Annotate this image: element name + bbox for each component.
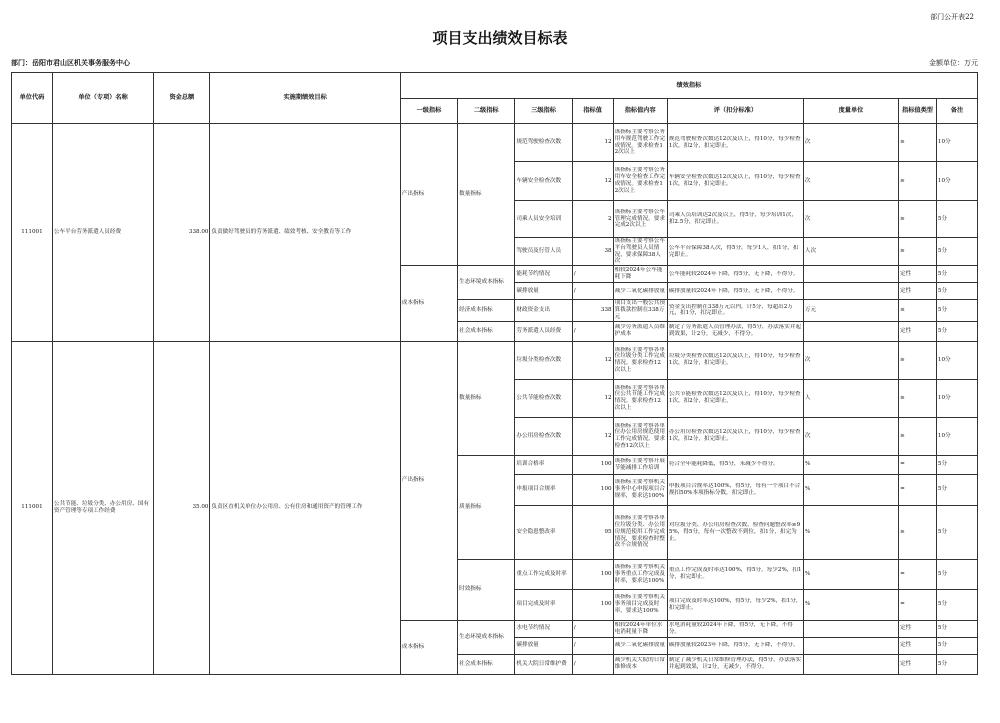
level3-indicator-cell: 碳排放量: [515, 283, 572, 300]
table-number-label: 部门公开表22: [930, 13, 974, 21]
measure-unit-cell: 次: [803, 162, 898, 201]
note-cell: 10分: [936, 341, 977, 379]
indicator-value-cell: /: [572, 637, 613, 654]
value-type-cell: ≤: [899, 300, 937, 321]
scoring-standard-text: 对垃圾分类、办公用房检查次数，检查问题整改率≥95%，得5分，每有一次整改不到位，扣1分，扣完为止。: [668, 521, 801, 542]
scoring-standard-cell: [667, 283, 803, 300]
scoring-standard-cell: [667, 266, 803, 283]
indicator-content-text: 该指标主要考察各单位公共节能工作完成情况。要求检查12次以上: [614, 384, 665, 411]
indicator-value-cell: 12: [572, 417, 613, 455]
scoring-standard-text: 垃圾分类检查次数达12次及以上，得10分，每少检查1次，扣2分，扣完即止。: [668, 353, 801, 367]
scoring-standard-text: 车辆安全检查次数达12次及以上，得10分，每少检查1次，扣2分，扣完即止。: [668, 174, 801, 187]
note-cell: 5分: [936, 300, 977, 321]
note-cell: 5分: [936, 589, 977, 620]
level2-indicator-cell: 生态环境成本指标: [458, 266, 515, 300]
project-name-cell: 公车平台劳务派遣人员经费: [52, 124, 153, 342]
scoring-standard-text: 制定了劳务派遣人员管理办法，得5分，办法落实并起到效果，计2分，无减少，不得分。: [668, 324, 802, 338]
note-cell: 5分: [936, 559, 977, 589]
measure-unit-cell: %: [803, 455, 898, 474]
level3-indicator-cell: 机关大院日常维护费: [515, 654, 572, 674]
unit-code-cell: 111001: [12, 341, 53, 674]
scoring-standard-cell: [667, 341, 803, 379]
indicator-value-cell: 12: [572, 379, 613, 417]
project-name-cell: 公共节能、垃圾分类、办公用房、国有资产管理等专项工作经费: [52, 341, 153, 674]
scoring-standard-cell: [667, 417, 803, 455]
scoring-standard-text: 公车平台保障38人次，得5分，每少1人，扣1分，扣完即止。: [668, 244, 799, 258]
indicator-value-cell: /: [572, 654, 613, 674]
indicator-content-text: 减少劳务派遣人员维护成本: [614, 324, 665, 338]
indicator-value-cell: 12: [572, 162, 613, 201]
scoring-standard-text: 碳排放量较2023年下降，得5分，无下降，不得分。: [668, 642, 799, 649]
department-label: 部门：岳阳市君山区机关事务服务中心: [11, 58, 130, 67]
value-type-cell: =: [899, 455, 937, 474]
level3-indicator-cell: 司乘人员安全培训: [515, 201, 572, 238]
scoring-standard-cell: [667, 455, 803, 474]
value-type-cell: 定性: [899, 620, 937, 637]
indicator-content-cell: [613, 341, 667, 379]
note-cell: 5分: [936, 238, 977, 266]
level1-indicator-cell: 成本指标: [400, 620, 457, 674]
value-type-cell: ≥: [899, 201, 937, 238]
indicator-value-cell: 95: [572, 505, 613, 559]
note-cell: 5分: [936, 474, 977, 505]
indicator-value-cell: 100: [572, 559, 613, 589]
value-type-cell: =: [899, 474, 937, 505]
header-level2: 二级指标: [458, 99, 515, 124]
level3-indicator-cell: 规范驾驶检查次数: [515, 124, 572, 162]
level2-indicator-cell: 社会成本指标: [458, 654, 515, 674]
scoring-standard-cell: [667, 637, 803, 654]
header-unit-code: 单位代码: [12, 73, 53, 124]
level3-indicator-cell: 劳务派遣人员经费: [515, 321, 572, 341]
header-indicators: 绩效指标: [400, 73, 977, 99]
indicator-value-cell: 100: [572, 589, 613, 620]
scoring-standard-cell: [667, 589, 803, 620]
table-body: [12, 124, 978, 675]
scoring-standard-cell: [667, 201, 803, 238]
measure-unit-cell: [803, 266, 898, 283]
indicator-content-text: 该指标主要考察机关事务项目完成及时率，要求达100%: [614, 594, 665, 615]
indicator-content-text: 该指标主要考察开展节能减排工作培训: [614, 457, 665, 471]
measure-unit-cell: %: [803, 589, 898, 620]
scoring-standard-cell: [667, 620, 803, 637]
table-row: [12, 341, 978, 379]
value-type-cell: 定性: [899, 637, 937, 654]
value-type-cell: ≥: [899, 505, 937, 559]
note-cell: 5分: [936, 620, 977, 637]
note-cell: 5分: [936, 321, 977, 341]
indicator-content-text: 相较2024年单位水电消耗量下降: [614, 621, 663, 635]
level3-indicator-cell: 驾驶员及行管人员: [515, 238, 572, 266]
page-title: 项目支出绩效目标表: [432, 29, 568, 47]
scoring-standard-cell: [667, 124, 803, 162]
period-goal-cell: 负责区直机关单位办公用房、公有住房和通用资产的管理工作: [210, 341, 400, 674]
indicator-value-cell: 12: [572, 124, 613, 162]
indicator-content-cell: [613, 266, 667, 283]
unit-code-cell: 111001: [12, 124, 53, 342]
note-cell: 5分: [936, 654, 977, 674]
indicator-content-cell: [613, 201, 667, 238]
indicator-value-cell: 38: [572, 238, 613, 266]
indicator-content-cell: [613, 589, 667, 620]
indicator-content-text: 该指标主要考察公车平台驾驶员人员情况，要求保障38人次: [614, 238, 665, 265]
scoring-standard-cell: [667, 474, 803, 505]
value-type-cell: 定性: [899, 266, 937, 283]
scoring-standard-text: 制定了减少机关日常维修管理办法，得5分，办法落实并起到效果，计2分，无减少，不得分。: [668, 657, 802, 671]
measure-unit-cell: 人次: [803, 238, 898, 266]
scoring-standard-cell: [667, 321, 803, 341]
indicator-content-text: 该指标主要考察公务用车规范驾驶工作完成情况。要求检查12次以上: [614, 128, 665, 156]
indicator-content-text: 该指标主要考察各单位垃圾分类、办公用房规范使用工作完成情况，要求检查时整改不合规情况: [614, 515, 665, 549]
level3-indicator-cell: 重点工作完成及时率: [515, 559, 572, 589]
indicator-value-cell: /: [572, 321, 613, 341]
value-type-cell: ≥: [899, 162, 937, 201]
scoring-standard-cell: [667, 505, 803, 559]
level2-indicator-cell: 社会成本指标: [458, 321, 515, 341]
header-scoring: 评（扣分标准）: [667, 99, 803, 124]
indicator-content-cell: [613, 321, 667, 341]
measure-unit-cell: [803, 283, 898, 300]
indicator-content-text: 项目支出一般公共预算拨款控制在338万元: [614, 300, 665, 320]
note-cell: 5分: [936, 283, 977, 300]
value-type-cell: ≥: [899, 379, 937, 417]
level3-indicator-cell: 能耗节约情况: [515, 266, 572, 283]
value-type-cell: 定性: [899, 283, 937, 300]
measure-unit-cell: [803, 637, 898, 654]
note-cell: 5分: [936, 637, 977, 654]
header-measure-unit: 度量单位: [803, 99, 898, 124]
measure-unit-cell: [803, 620, 898, 637]
value-type-cell: =: [899, 589, 937, 620]
scoring-standard-text: 符合全年能耗降低，得5分，未减少不得分。: [668, 461, 779, 468]
scoring-standard-text: 申报项目合规率达100%，得5分，每有一个项目不合规扣50%本项指标分数，扣完即止。: [668, 482, 801, 496]
level3-indicator-cell: 财政资金支出: [515, 300, 572, 321]
indicator-content-cell: [613, 455, 667, 474]
note-cell: 10分: [936, 379, 977, 417]
scoring-standard-cell: [667, 379, 803, 417]
indicator-content-cell: [613, 283, 667, 300]
indicator-content-text: 相较2024年公车能耗下降: [614, 267, 663, 281]
level2-indicator-cell: 质量指标: [458, 455, 515, 559]
scoring-standard-cell: [667, 238, 803, 266]
indicator-content-cell: [613, 620, 667, 637]
header-value: 指标值: [572, 99, 613, 124]
indicator-content-text: 减少二氧化碳排放量: [614, 287, 665, 294]
scoring-standard-text: 公共节能检查次数达12次及以上，得10分，每少检查1次，扣2分，扣完即止。: [668, 391, 801, 405]
period-goal-cell: 负责做好驾驶员的劳务派遣、绩效考核、安全教育等工作: [210, 124, 400, 342]
measure-unit-cell: %: [803, 474, 898, 505]
level3-indicator-cell: 申报项目合规率: [515, 474, 572, 505]
level3-indicator-cell: 车辆安全检查次数: [515, 162, 572, 201]
indicator-value-cell: 100: [572, 455, 613, 474]
level3-indicator-cell: 水电节约情况: [515, 620, 572, 637]
indicator-content-text: 该指标主要考察机关事务重点工作完成及时率，要求达100%: [614, 563, 665, 584]
measure-unit-cell: 次: [803, 201, 898, 238]
level2-indicator-cell: 数量指标: [458, 341, 515, 455]
indicator-content-cell: [613, 300, 667, 321]
level3-indicator-cell: 安全隐患整改率: [515, 505, 572, 559]
header-level3: 三级指标: [515, 99, 572, 124]
level1-indicator-cell: 成本指标: [400, 266, 457, 341]
indicator-value-cell: 12: [572, 341, 613, 379]
scoring-standard-cell: [667, 654, 803, 674]
level3-indicator-cell: 项目完成及时率: [515, 589, 572, 620]
scoring-standard-text: 公车能耗较2024年下降，得5分，无下降，不得分。: [668, 270, 799, 277]
level3-indicator-cell: 碳排放量: [515, 637, 572, 654]
indicator-content-text: 该指标主要考察公务用车安全检查工作完成情况。要求检查12次以上: [614, 167, 665, 194]
indicator-content-cell: [613, 162, 667, 201]
amount-unit-label: 金额单位：万元: [929, 59, 978, 67]
header-content: 指标值内容: [613, 99, 667, 124]
scoring-standard-text: 资金支出控制在338万元以内，计5分，每超出2万元，扣1分，扣完即止。: [668, 303, 793, 317]
header-value-type: 指标值类型: [899, 99, 937, 124]
value-type-cell: ≥: [899, 417, 937, 455]
indicator-content-cell: [613, 559, 667, 589]
measure-unit-cell: 人: [803, 379, 898, 417]
level2-indicator-cell: 生态环境成本指标: [458, 620, 515, 654]
indicator-value-cell: 338: [572, 300, 613, 321]
measure-unit-cell: 次: [803, 417, 898, 455]
indicator-content-text: 该指标主要考察各单位办公用房规范使用工作完成情况。要求检查12次以上: [614, 422, 665, 449]
value-type-cell: =: [899, 559, 937, 589]
scoring-standard-text: 碳排放量较2024年下降，得5分，无下降，不得分。: [668, 287, 799, 294]
indicator-content-cell: [613, 124, 667, 162]
scoring-standard-text: 办公用房检查次数达12次及以上，得10分，每少检查1次，扣2分，扣完即止。: [668, 429, 801, 443]
indicator-content-cell: [613, 417, 667, 455]
scoring-standard-text: 司乘人员培训达2次及以上，得5分，每少培训1次，扣2.5分，扣完即止。: [668, 212, 797, 225]
indicator-content-text: 减少机关大院的日常维修成本: [614, 657, 665, 671]
header-level1: 一级指标: [400, 99, 457, 124]
value-type-cell: 定性: [899, 654, 937, 674]
note-cell: 10分: [936, 124, 977, 162]
header-project-name: 单位（专项）名称: [52, 73, 153, 124]
value-type-cell: ≥: [899, 124, 937, 162]
value-type-cell: ≥: [899, 238, 937, 266]
header-total-funds: 资金总额: [154, 73, 210, 124]
indicator-content-cell: [613, 474, 667, 505]
total-funds-cell: 338.00: [154, 124, 210, 342]
header-note: 备注: [936, 99, 977, 124]
indicator-content-cell: [613, 637, 667, 654]
measure-unit-cell: 次: [803, 341, 898, 379]
measure-unit-cell: 万元: [803, 300, 898, 321]
indicator-content-cell: [613, 379, 667, 417]
scoring-standard-text: 项目完成及时率达100%，得5分，每少2%，扣1分，扣完即止。: [668, 597, 802, 611]
indicator-value-cell: /: [572, 283, 613, 300]
performance-goal-table: [11, 72, 978, 675]
header-period-goal: 实施期绩效目标: [210, 73, 400, 124]
scoring-standard-text: 水电消耗量较2024年下降，得5分，无下降，不得分。: [668, 621, 793, 635]
scoring-standard-cell: [667, 559, 803, 589]
measure-unit-cell: 次: [803, 124, 898, 162]
indicator-value-cell: 2: [572, 201, 613, 238]
indicator-content-cell: [613, 505, 667, 559]
level3-indicator-cell: 培训合格率: [515, 455, 572, 474]
level2-indicator-cell: 时效指标: [458, 559, 515, 620]
indicator-content-text: 该指标主要考察机关事务中心申报项目合规率，要求达100%: [614, 479, 665, 500]
scoring-standard-text: 规范驾驶检查次数达12次及以上，得10分，每少检查1次，扣2分，扣完即止。: [668, 135, 801, 149]
measure-unit-cell: %: [803, 559, 898, 589]
level3-indicator-cell: 垃圾分类检查次数: [515, 341, 572, 379]
indicator-content-cell: [613, 654, 667, 674]
level1-indicator-cell: 产出指标: [400, 341, 457, 620]
scoring-standard-text: 重点工作完成及时率达100%，得5分，每少2%，扣1分，扣完即止。: [668, 567, 802, 581]
level1-indicator-cell: 产出指标: [400, 124, 457, 266]
note-cell: 5分: [936, 266, 977, 283]
value-type-cell: ≥: [899, 341, 937, 379]
total-funds-cell: 35.00: [154, 341, 210, 674]
level2-indicator-cell: 数量指标: [458, 124, 515, 266]
indicator-content-text: 该指标主要考察各单位垃圾分类工作完成情况。要求检查12次以上: [614, 346, 665, 373]
note-cell: 5分: [936, 455, 977, 474]
indicator-content-text: 减少二氧化碳排放量: [614, 642, 665, 649]
note-cell: 10分: [936, 417, 977, 455]
measure-unit-cell: %: [803, 505, 898, 559]
indicator-value-cell: /: [572, 266, 613, 283]
indicator-content-text: 该指标主要考察公车管理完成情况，要求完成2次以上: [614, 208, 665, 229]
note-cell: 5分: [936, 201, 977, 238]
level3-indicator-cell: 办公用房检查次数: [515, 417, 572, 455]
measure-unit-cell: [803, 321, 898, 341]
note-cell: 10分: [936, 162, 977, 201]
measure-unit-cell: [803, 654, 898, 674]
level3-indicator-cell: 公共节能检查次数: [515, 379, 572, 417]
value-type-cell: 定性: [899, 321, 937, 341]
table-row: [12, 124, 978, 162]
level2-indicator-cell: 经济成本指标: [458, 300, 515, 321]
note-cell: 5分: [936, 505, 977, 559]
scoring-standard-cell: [667, 162, 803, 201]
scoring-standard-cell: [667, 300, 803, 321]
indicator-value-cell: /: [572, 620, 613, 637]
indicator-content-cell: [613, 238, 667, 266]
indicator-value-cell: 100: [572, 474, 613, 505]
